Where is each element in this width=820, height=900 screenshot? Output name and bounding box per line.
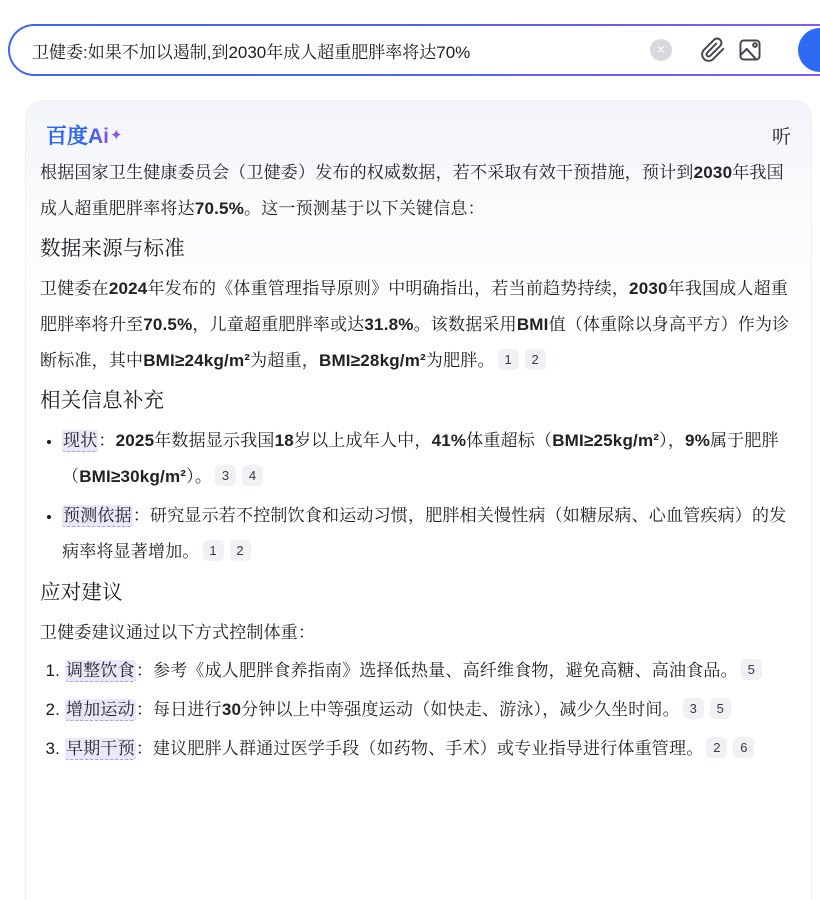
text-run: ：研究显示若不控制饮食和运动习惯，肥胖相关慢性病（如糖尿病、心血管疾病）的发病率将显著增加。 [62,506,787,561]
citation-badge[interactable]: 4 [242,465,263,486]
text-run: 70.5% [143,315,193,334]
text-run: BMI≥30kg/m² [79,467,187,486]
text-run: 分钟以上中等强度运动（如快走、游泳），减少久坐时间。 [241,700,680,719]
text-run: 2024 [108,279,148,298]
citation-badge[interactable]: 6 [733,737,754,758]
text-run: 为超重， [250,351,319,370]
text-run: 2030 [629,279,668,298]
text-run: 41% [431,431,467,450]
citation-badge[interactable]: 1 [498,349,519,370]
text-run: 卫健委在 [40,279,109,298]
list-item [62,498,791,570]
entity-highlight[interactable]: 现状 [63,431,98,450]
bullet-list [40,423,791,570]
text-run: ，儿童超重肥胖率或达 [192,315,365,334]
text-run: 31.8% [364,315,414,334]
text-run: 卫健委建议通过以下方式控制体重： [40,623,316,642]
search-submit-button[interactable] [798,28,820,72]
text-run: 18 [274,431,294,450]
text-run: ）， [659,431,686,450]
text-run: ：参考《成人肥胖食养指南》选择低热量、高纤维食物，避免高糖、高油食品。 [135,661,738,680]
text-run: 9% [685,431,711,450]
text-run: 。该数据采用 [413,315,517,334]
section-heading: 相关信息补充 [40,389,165,412]
citation-badge[interactable]: 3 [215,465,236,486]
text-run: 体重超标（ [466,431,553,450]
search-bar [8,24,820,76]
answer-paragraph [40,271,791,379]
sparkle-icon: ✦ [110,127,123,144]
section-heading: 数据来源与标准 [40,237,185,260]
image-search-icon[interactable] [737,37,763,63]
numbered-list [40,653,791,767]
list-item [62,423,791,495]
answer-paragraph [40,615,791,651]
citation-badge[interactable]: 2 [230,540,251,561]
search-input[interactable] [32,40,650,60]
text-run: 2025 [115,431,155,450]
text-run: 。这一预测基于以下关键信息： [244,199,485,218]
citation-badge[interactable]: 2 [706,737,727,758]
ai-answer-card [25,100,812,900]
text-run: 年我国成人超重肥胖率将达 [40,163,784,218]
text-run: 70.5% [194,199,245,218]
text-run: ：建议肥胖人群通过医学手段（如药物、手术）或专业指导进行体重管理。 [135,739,704,758]
entity-highlight[interactable]: 增加运动 [66,700,135,719]
text-run: 30 [221,700,242,719]
entity-highlight[interactable]: 预测依据 [63,506,132,525]
baidu-ai-logo [46,120,123,150]
list-item [65,653,791,689]
attachment-paperclip-icon[interactable] [700,37,726,63]
citation-badge[interactable]: 5 [741,659,762,680]
citation-badge[interactable]: 1 [203,540,224,561]
citation-badge[interactable]: 5 [710,698,731,719]
text-run: BMI≥28kg/m² [318,351,426,370]
card-header [46,119,791,151]
list-item [65,692,791,728]
text-run: 根据国家卫生健康委员会（卫健委）发布的权威数据，若不采取有效干预措施，预计到 [40,163,694,182]
answer-paragraph [40,155,791,227]
text-run: 年数据显示我国 [154,431,275,450]
text-run: ： [98,431,116,450]
section-heading: 应对建议 [40,581,123,604]
text-run: ）。 [186,467,213,486]
text-run: 为肥胖。 [425,351,495,370]
text-run: 值（体重除以身高平方）作为诊断标准，其中 [40,315,790,370]
entity-highlight[interactable]: 调整饮食 [66,661,135,680]
answer-content [40,155,791,767]
listen-button[interactable]: 听 [771,126,791,148]
entity-highlight[interactable]: 早期干预 [66,739,135,758]
text-run: 属于肥胖（ [62,431,779,486]
text-run: 年我国成人超重肥胖率将升至 [40,279,789,334]
citation-badge[interactable]: 3 [683,698,704,719]
clear-icon[interactable]: × [650,39,672,61]
brand-baidu-text: 百度 [46,125,88,148]
text-run: 年发布的《体重管理指导原则》中明确指出，若当前趋势持续， [147,279,630,298]
text-run: ：每日进行 [135,700,222,719]
text-run: 2030 [693,163,733,182]
brand-ai-text: Ai [88,125,109,148]
citation-badge[interactable]: 2 [525,349,546,370]
search-bar-inner [10,26,820,74]
list-item [65,731,791,767]
text-run: BMI [516,315,549,334]
text-run: BMI≥24kg/m² [143,351,251,370]
text-run: 岁以上成年人中， [293,431,432,450]
text-run: BMI≥25kg/m² [552,431,660,450]
